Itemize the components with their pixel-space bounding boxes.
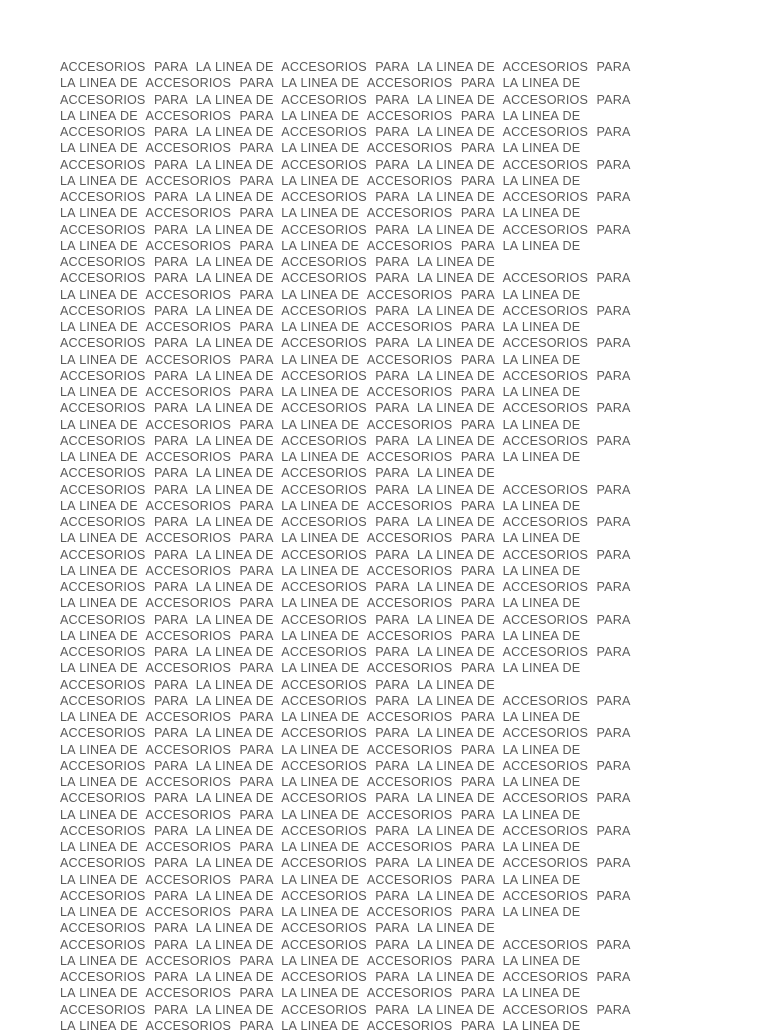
text-line: LA LINEA DE ACCESORIOS PARA LA LINEA DE ACCESORIOS PARA LA LINEA DE [60,742,581,757]
text-line: ACCESORIOS PARA LA LINEA DE ACCESORIOS PARA LA LINEA DE ACCESORIOS PARA [60,368,631,383]
text-line: LA LINEA DE ACCESORIOS PARA LA LINEA DE ACCESORIOS PARA LA LINEA DE [60,498,581,513]
text-line: ACCESORIOS PARA LA LINEA DE ACCESORIOS PARA LA LINEA DE ACCESORIOS PARA [60,336,631,351]
text-line: LA LINEA DE ACCESORIOS PARA LA LINEA DE ACCESORIOS PARA LA LINEA DE [60,628,581,643]
text-line: LA LINEA DE ACCESORIOS PARA LA LINEA DE ACCESORIOS PARA LA LINEA DE [60,287,581,302]
text-line: LA LINEA DE ACCESORIOS PARA LA LINEA DE ACCESORIOS PARA LA LINEA DE [60,872,581,887]
text-line: ACCESORIOS PARA LA LINEA DE ACCESORIOS PARA LA LINEA DE [60,255,495,269]
text-line: LA LINEA DE ACCESORIOS PARA LA LINEA DE ACCESORIOS PARA LA LINEA DE [60,450,581,464]
text-line: ACCESORIOS PARA LA LINEA DE ACCESORIOS PARA LA LINEA DE ACCESORIOS PARA [60,271,631,286]
text-line: ACCESORIOS PARA LA LINEA DE ACCESORIOS PARA LA LINEA DE ACCESORIOS PARA [60,547,631,562]
text-line: LA LINEA DE ACCESORIOS PARA LA LINEA DE ACCESORIOS PARA LA LINEA DE [60,905,581,919]
text-line: LA LINEA DE ACCESORIOS PARA LA LINEA DE ACCESORIOS PARA LA LINEA DE [60,141,581,156]
text-line: LA LINEA DE ACCESORIOS PARA LA LINEA DE ACCESORIOS PARA LA LINEA DE [60,986,581,1001]
text-line: ACCESORIOS PARA LA LINEA DE ACCESORIOS PARA LA LINEA DE ACCESORIOS PARA [60,515,631,529]
text-line: LA LINEA DE ACCESORIOS PARA LA LINEA DE ACCESORIOS PARA LA LINEA DE [60,417,581,432]
text-line: LA LINEA DE ACCESORIOS PARA LA LINEA DE ACCESORIOS PARA LA LINEA DE [60,775,581,789]
text-line: ACCESORIOS PARA LA LINEA DE ACCESORIOS PARA LA LINEA DE ACCESORIOS PARA [60,1002,631,1017]
text-line: ACCESORIOS PARA LA LINEA DE ACCESORIOS PARA LA LINEA DE ACCESORIOS PARA [60,645,631,659]
text-line: ACCESORIOS PARA LA LINEA DE ACCESORIOS PARA LA LINEA DE ACCESORIOS PARA [60,92,631,107]
text-line: LA LINEA DE ACCESORIOS PARA LA LINEA DE ACCESORIOS PARA LA LINEA DE [60,385,581,399]
text-line: ACCESORIOS PARA LA LINEA DE ACCESORIOS PARA LA LINEA DE ACCESORIOS PARA [60,791,631,806]
text-line: LA LINEA DE ACCESORIOS PARA LA LINEA DE ACCESORIOS PARA LA LINEA DE [60,661,581,676]
text-line: LA LINEA DE ACCESORIOS PARA LA LINEA DE ACCESORIOS PARA LA LINEA DE [60,807,581,822]
text-line: ACCESORIOS PARA LA LINEA DE ACCESORIOS PARA LA LINEA DE [60,921,495,936]
text-line: LA LINEA DE ACCESORIOS PARA LA LINEA DE ACCESORIOS PARA LA LINEA DE [60,840,581,854]
text-line: LA LINEA DE ACCESORIOS PARA LA LINEA DE ACCESORIOS PARA LA LINEA DE [60,352,581,367]
text-line: ACCESORIOS PARA LA LINEA DE ACCESORIOS PARA LA LINEA DE ACCESORIOS PARA [60,482,631,497]
text-line: ACCESORIOS PARA LA LINEA DE ACCESORIOS PARA LA LINEA DE ACCESORIOS PARA [60,303,631,318]
text-line: LA LINEA DE ACCESORIOS PARA LA LINEA DE ACCESORIOS PARA LA LINEA DE [60,563,581,578]
text-line: LA LINEA DE ACCESORIOS PARA LA LINEA DE ACCESORIOS PARA LA LINEA DE [60,173,581,188]
document-body-text [60,59,700,1034]
text-line: LA LINEA DE ACCESORIOS PARA LA LINEA DE ACCESORIOS PARA LA LINEA DE [60,531,581,546]
text-line: ACCESORIOS PARA LA LINEA DE ACCESORIOS PARA LA LINEA DE ACCESORIOS PARA [60,970,631,984]
text-line: ACCESORIOS PARA LA LINEA DE ACCESORIOS PARA LA LINEA DE ACCESORIOS PARA [60,612,631,627]
text-line: ACCESORIOS PARA LA LINEA DE ACCESORIOS PARA LA LINEA DE ACCESORIOS PARA [60,157,631,172]
text-line: LA LINEA DE ACCESORIOS PARA LA LINEA DE ACCESORIOS PARA LA LINEA DE [60,76,581,91]
text-line: ACCESORIOS PARA LA LINEA DE ACCESORIOS PARA LA LINEA DE ACCESORIOS PARA [60,60,631,74]
text-line: LA LINEA DE ACCESORIOS PARA LA LINEA DE ACCESORIOS PARA LA LINEA DE [60,1018,581,1033]
text-line: ACCESORIOS PARA LA LINEA DE ACCESORIOS PARA LA LINEA DE ACCESORIOS PARA [60,190,631,204]
text-line: LA LINEA DE ACCESORIOS PARA LA LINEA DE ACCESORIOS PARA LA LINEA DE [60,596,581,611]
text-line: ACCESORIOS PARA LA LINEA DE ACCESORIOS PARA LA LINEA DE ACCESORIOS PARA [60,726,631,741]
text-line: ACCESORIOS PARA LA LINEA DE ACCESORIOS PARA LA LINEA DE ACCESORIOS PARA [60,222,631,237]
text-line: LA LINEA DE ACCESORIOS PARA LA LINEA DE ACCESORIOS PARA LA LINEA DE [60,320,581,334]
text-line: ACCESORIOS PARA LA LINEA DE ACCESORIOS PARA LA LINEA DE ACCESORIOS PARA [60,937,631,952]
text-line: ACCESORIOS PARA LA LINEA DE ACCESORIOS PARA LA LINEA DE [60,677,495,692]
text-line: ACCESORIOS PARA LA LINEA DE ACCESORIOS PARA LA LINEA DE ACCESORIOS PARA [60,401,631,416]
text-line: ACCESORIOS PARA LA LINEA DE ACCESORIOS PARA LA LINEA DE ACCESORIOS PARA [60,758,631,773]
text-line: ACCESORIOS PARA LA LINEA DE ACCESORIOS PARA LA LINEA DE ACCESORIOS PARA [60,888,631,903]
text-line: ACCESORIOS PARA LA LINEA DE ACCESORIOS PARA LA LINEA DE ACCESORIOS PARA [60,693,631,708]
text-line: ACCESORIOS PARA LA LINEA DE ACCESORIOS PARA LA LINEA DE ACCESORIOS PARA [60,856,631,871]
text-line: LA LINEA DE ACCESORIOS PARA LA LINEA DE ACCESORIOS PARA LA LINEA DE [60,953,581,968]
text-line: LA LINEA DE ACCESORIOS PARA LA LINEA DE ACCESORIOS PARA LA LINEA DE [60,238,581,253]
text-line: ACCESORIOS PARA LA LINEA DE ACCESORIOS PARA LA LINEA DE [60,466,495,481]
text-line: LA LINEA DE ACCESORIOS PARA LA LINEA DE ACCESORIOS PARA LA LINEA DE [60,108,581,123]
text-line: ACCESORIOS PARA LA LINEA DE ACCESORIOS PARA LA LINEA DE ACCESORIOS PARA [60,125,631,139]
text-line: LA LINEA DE ACCESORIOS PARA LA LINEA DE ACCESORIOS PARA LA LINEA DE [60,710,581,724]
text-line: ACCESORIOS PARA LA LINEA DE ACCESORIOS PARA LA LINEA DE ACCESORIOS PARA [60,823,631,838]
text-line: LA LINEA DE ACCESORIOS PARA LA LINEA DE ACCESORIOS PARA LA LINEA DE [60,206,581,221]
text-line: ACCESORIOS PARA LA LINEA DE ACCESORIOS PARA LA LINEA DE ACCESORIOS PARA [60,580,631,594]
text-line: ACCESORIOS PARA LA LINEA DE ACCESORIOS PARA LA LINEA DE ACCESORIOS PARA [60,433,631,448]
